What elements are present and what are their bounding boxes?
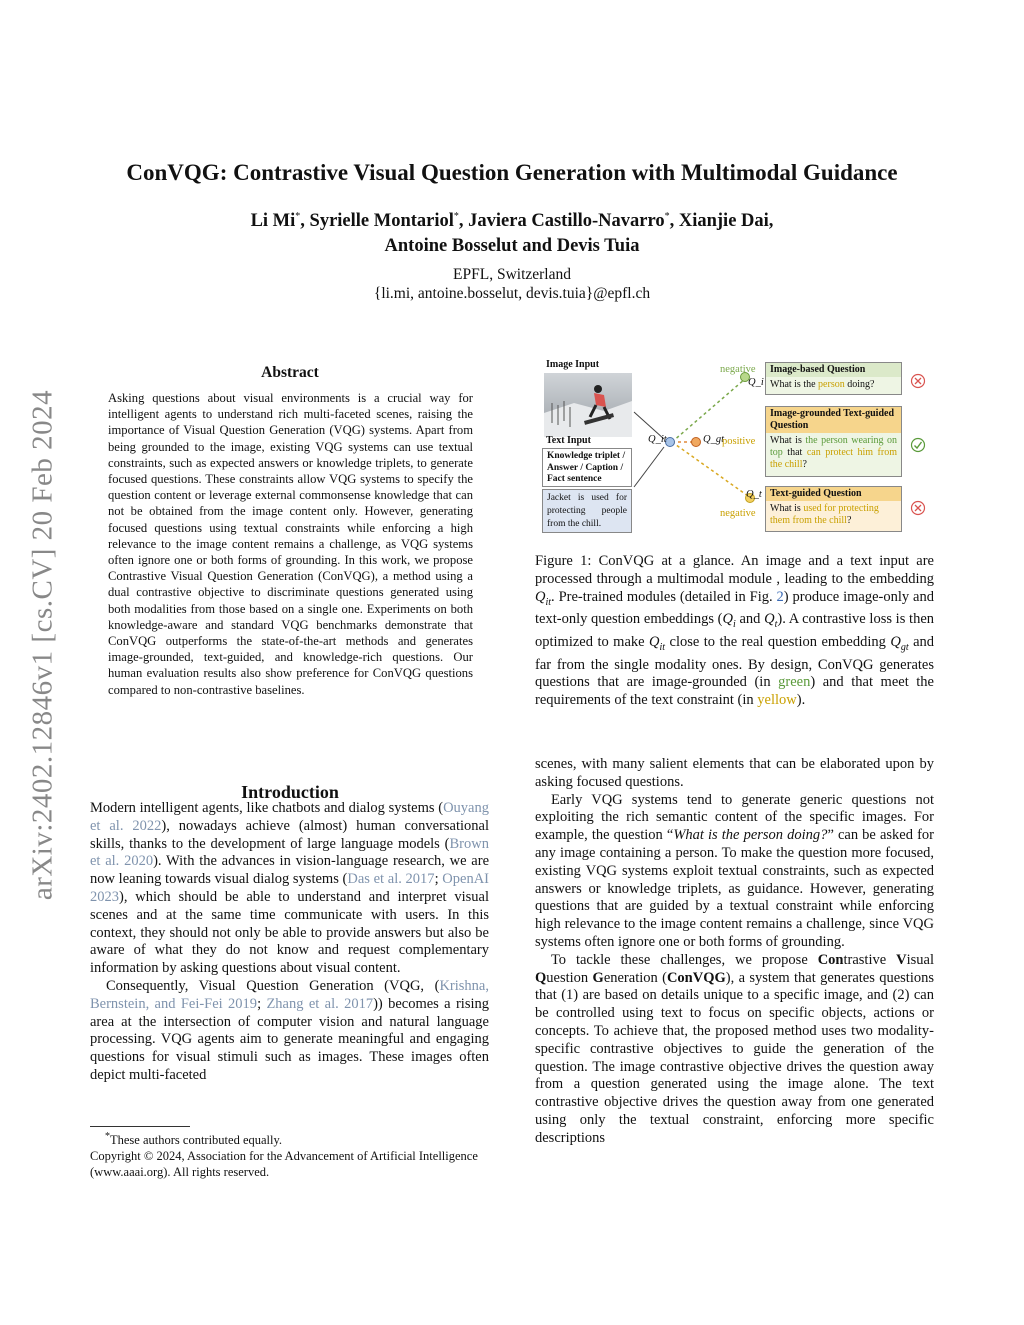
- math-subscript: gt: [900, 641, 909, 653]
- text-run: )) becomes a rising area at the intersection of computer vision and natural language processing. VQG agents aim to generate meaningful and engaging questions for visual stimuli such as images. These images often depict multi-faceted: [90, 995, 489, 1083]
- text-run: ). With the advances in vision-language research, we are now leaning towards visual dialog systems (: [90, 853, 490, 888]
- highlighted-text: used for protecting them from the chill: [770, 503, 879, 526]
- arxiv-id: arXiv:2402.12846v1 [cs.CV] 20 Feb 2024: [26, 389, 59, 901]
- paragraph: [535, 952, 934, 1148]
- introduction-heading: Introduction: [241, 782, 339, 802]
- footnote: [90, 1129, 490, 1180]
- paragraph: [90, 800, 489, 978]
- text-input-label: Text Input: [546, 435, 591, 446]
- cross-icon: [910, 373, 926, 389]
- green-text: the person wearing on top: [770, 435, 897, 458]
- text-input-example: Jacket is used for protecting people from the chill.: [542, 489, 632, 533]
- paper-title: ConVQG: Contrastive Visual Question Generation with Multimodal Guidance: [126, 160, 898, 185]
- q-t-label: Q_t: [746, 489, 762, 500]
- text-run: . Pre-trained modules (detailed in Fig.: [551, 588, 777, 605]
- text-run: ), a system that generates questions that (1) are based on details unique to a specific image, and (2) can be controlled using text to focus on specific objects, actions or concepts. To achieve that, the proposed method uses two modality-specific contrastive objectives to guide the generation of the question. The image contrastive objective drives the question away from a question generated using the image alone. The text contrastive objective drives the question away from one generated using only the textual constraint, enforcing more specific descriptions: [535, 969, 934, 1146]
- negative-label-bottom: negative: [720, 508, 756, 519]
- paragraph: [535, 792, 934, 952]
- author-name: Xianjie Dai,: [678, 211, 774, 232]
- text-run: ) and that meet the requirements of the text constraint (in: [535, 674, 934, 709]
- text-run: ).: [796, 692, 806, 709]
- image-grounded-text-guided-box: [765, 406, 902, 477]
- arxiv-stamp: [26, 350, 60, 940]
- abstract-text: Asking questions about visual environments is a crucial way for intelligent agents to understand rich multi-faceted scenes, raising the importance of Visual Question Generation (VQG) systems. Apart from being grounded to the image, existing VQG systems can use textual constraints, such as expected answers or knowledge triplets, to generate focused questions. These constraints allow VQG systems to specify the question content or leverage external commonsense knowledge that can not be obtained from the image content only. However, generating focused questions using textual constraints while enforcing a high relevance to the image content remains a challenge, as VQG systems often ignore one or both forms of grounding. In this work, we propose Contrastive Visual Question Generation (ConVQG), a method using a dual contrastive objective to discriminate questions generated using both modalities from those based on a single one. Experiments on both knowledge-aware and standard VQG benchmarks demonstrate that ConVQG outperforms the state-of-the-art methods and generates image-grounded, text-guided, and knowledge-rich questions. Our human evaluation results also show preference for ConVQG questions compared to non-contrastive baselines.: [108, 391, 473, 697]
- text-run: To tackle these challenges, we propose: [550, 951, 818, 968]
- paragraph: [90, 978, 489, 1085]
- math-symbol: Q: [535, 588, 546, 605]
- math-subscript: it: [545, 596, 552, 608]
- math-symbol: Q: [764, 611, 775, 628]
- text-run: eneration (: [603, 969, 667, 986]
- box-question: [766, 433, 901, 473]
- image-input-label: Image Input: [546, 359, 600, 370]
- math-symbol: Q: [722, 611, 733, 628]
- math-symbol: Q: [649, 633, 660, 650]
- yellow-word: yellow: [757, 692, 797, 709]
- box-title: Image-based Question: [766, 363, 901, 377]
- text-run: ) produce image-only and text-only question embeddings (: [535, 588, 934, 628]
- citation-link[interactable]: Das et al. 2017: [347, 871, 435, 888]
- text-run: close to the real question embedding: [665, 633, 891, 650]
- q-it-label: Q_it: [648, 434, 667, 445]
- citation-link[interactable]: Zhang et al. 2017: [266, 995, 374, 1012]
- text-run: isual: [906, 951, 934, 968]
- text-run: ), nowadays achieve (almost) human conversational skills, thanks to the development of large language models (: [90, 817, 489, 852]
- text-run: trastive: [843, 951, 897, 968]
- yellow-text: can protect him from the chill: [770, 447, 897, 470]
- text-input-types: Knowledge triplet / Answer / Caption / Fact sentence: [542, 448, 632, 487]
- math-subscript: it: [659, 641, 666, 653]
- method-name: ConVQG: [666, 969, 726, 986]
- negative-label-top: negative: [720, 364, 756, 375]
- text-run: What is: [770, 435, 806, 446]
- math-subscript: i: [732, 619, 736, 631]
- footnote-divider: [90, 1126, 190, 1127]
- q-gt-node: [692, 438, 701, 447]
- copyright-notice: Copyright © 2024, Association for the Advancement of Artificial Intelligence (www.aaai.org). All rights reserved.: [90, 1149, 478, 1180]
- text-run: Figure 1: ConVQG at a glance. An image and a text input are processed through a multimodal module , leading to the embedding: [535, 553, 934, 587]
- text-run: ). A contrastive loss is then optimized to make: [535, 611, 935, 650]
- text-guided-question-box: [765, 486, 902, 532]
- citation-link[interactable]: Krishna, Bernstein, and Fei-Fei 2019: [90, 977, 489, 1012]
- highlighted-text: person: [818, 379, 845, 390]
- q-gt-label: Q_gt: [703, 434, 724, 445]
- text-run: ?: [846, 515, 852, 526]
- footnote-marker: *: [105, 1131, 110, 1142]
- citation-link[interactable]: Ouyang et al. 2022: [90, 800, 489, 834]
- bold-letters: G: [592, 969, 604, 986]
- author-name: Syrielle Montariol: [309, 211, 454, 232]
- author-emails: {li.mi, antoine.bosselut, devis.tuia}@epfl.ch: [373, 285, 651, 302]
- figure-1: [538, 357, 934, 537]
- text-run: ” can be asked for any image containing a person. To make the question more focused, existing VQG systems exploit textual constraints, such as expected answers or knowledge triplets, as guidance. However, generating questions that are guided by a textual constraint while enforcing high relevance to the image content remains a challenge, since VQG systems often ignore one or both forms of grounding.: [535, 827, 934, 950]
- citation-link[interactable]: Brown et al. 2020: [90, 835, 489, 870]
- text-run: that: [782, 447, 807, 458]
- introduction-body: [90, 800, 489, 1085]
- check-icon: [910, 437, 926, 453]
- text-run: Modern intelligent agents, like chatbots and dialog systems (: [90, 800, 444, 816]
- paragraph: scenes, with many salient elements that can be elaborated upon by asking focused questions.: [535, 756, 934, 790]
- author-line-1: Li Mi*, Syrielle Montariol*, Javiera Castillo-Navarro*, Xianjie Dai,: [250, 211, 774, 232]
- bold-letters: Con: [817, 951, 844, 968]
- citation-link[interactable]: OpenAI 2023: [90, 871, 490, 905]
- bold-letters: V: [896, 951, 907, 968]
- positive-label: positive: [722, 436, 756, 447]
- text-run: doing?: [844, 379, 875, 390]
- right-column-body: [535, 756, 934, 1148]
- text-run: and: [735, 611, 765, 628]
- green-word: green: [778, 674, 811, 691]
- text-run: Consequently, Visual Question Generation (VQG, (: [105, 977, 440, 994]
- text-run: ?: [802, 459, 807, 470]
- equal-contribution-marker: *: [295, 211, 301, 222]
- author-name: Javiera Castillo-Navarro: [468, 211, 665, 232]
- cross-icon: [910, 500, 926, 516]
- text-run: ), which should be able to understand and interpret visual scenes and at the same time communicate with users. In this context, they should not only be able to provide answers but also be aware of what they do not know and request complementary information by asking questions about visual content.: [90, 888, 489, 977]
- box-title: Text-guided Question: [766, 487, 901, 501]
- abstract-heading: Abstract: [261, 364, 319, 381]
- equal-contribution-marker: *: [664, 211, 670, 222]
- text-run: uestion: [546, 969, 593, 986]
- figure-caption: [535, 553, 934, 710]
- text-run: What is the: [770, 379, 819, 390]
- box-title: Image-grounded Text-guided Question: [766, 407, 901, 433]
- text-run: ;: [434, 871, 443, 888]
- text-run: Early VQG systems tend to generate generic questions not exploiting the rich semantic content of the specific images. For example, the question “: [535, 791, 934, 844]
- author-line-2: Antoine Bosselut and Devis Tuia: [384, 236, 640, 256]
- box-question: [766, 501, 901, 529]
- box-question: [766, 377, 901, 393]
- bold-letters: Q: [535, 969, 547, 986]
- author-name: Li Mi: [250, 211, 296, 232]
- footnote-equal: [90, 1129, 490, 1148]
- figure-ref-link[interactable]: 2: [776, 588, 784, 605]
- math-symbol: Q: [890, 633, 901, 650]
- text-run: and far from the single modality ones. By design, ConVQG generates questions that are image-grounded (in: [535, 633, 934, 691]
- equal-contribution-marker: *: [453, 211, 459, 222]
- image-based-question-box: [765, 362, 902, 395]
- affiliation: EPFL, Switzerland: [453, 266, 571, 283]
- footnote-text: These authors contributed equally.: [110, 1133, 283, 1148]
- text-run: ;: [257, 995, 267, 1012]
- math-subscript: t: [774, 619, 778, 631]
- q-i-label: Q_i: [748, 377, 764, 388]
- example-question: What is the person doing?: [673, 827, 828, 844]
- text-run: What is: [770, 503, 804, 514]
